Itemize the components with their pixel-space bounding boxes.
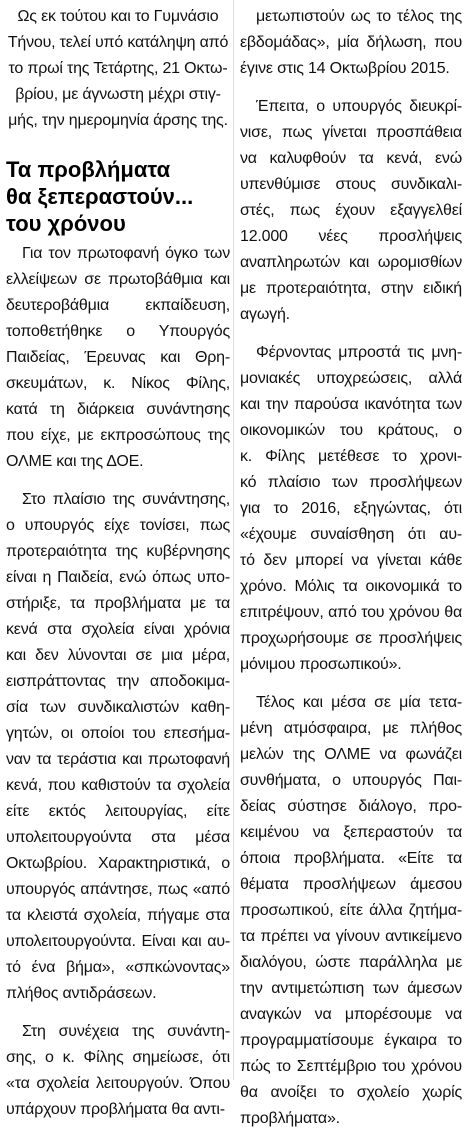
text-line: «έχουμε συναίσθηση ότι αυ- (240, 526, 462, 543)
text-line: Ως εκ τούτου και το Γυμνάσιο (17, 8, 219, 25)
text-line: Έπειτα, ο υπουργός διευκρί- (256, 98, 462, 115)
text-line: είτε εκτός λειτουργίας, είτε (6, 803, 230, 820)
text-line: ναν τα τεράστια και πρωτοφανή (6, 751, 230, 768)
text-line: τοποθετήθηκε ο Υπουργός (6, 323, 230, 340)
heading-line: θα ξεπεραστούν... (6, 184, 194, 209)
text-line: σης, ο κ. Φίλης σημείωσε, ότι (6, 1049, 230, 1066)
text-line: δευτεροβάθμια εκπαίδευση, (6, 297, 230, 314)
text-line: το πρωί της Τετάρτης, 21 Οκτω- (8, 60, 228, 77)
text-line: Στη συνέχεια της συνάντη- (22, 1023, 230, 1040)
text-line: γητών, οι οποίοι του επεσήμα- (6, 725, 230, 742)
text-line: αγωγή. (240, 306, 290, 323)
text-line: ο υπουργός είχε τονίσει, πως (6, 517, 230, 534)
text-line: νισε, πως γίνεται προσπάθεια (240, 124, 462, 141)
text-line: να καλυφθούν τα κενά, ενώ (240, 150, 462, 167)
left-column (6, 4, 230, 1123)
text-line: Τήνου, τελεί υπό κατάληψη από (7, 34, 229, 51)
text-line: μής, την ημερομηνία άρσης της. (8, 112, 228, 129)
text-line: αναπληρωτών και ωρομισθίων (240, 254, 462, 271)
text-line: Φέρνοντας μπροστά τις μνη- (256, 344, 462, 361)
text-line: προβλήματα». (240, 1110, 340, 1127)
body-paragraph (240, 340, 462, 678)
text-line: και την παρούσα ικανότητα των (240, 396, 462, 413)
text-line: για το 2016, εξηγώντας, ότι (240, 500, 462, 517)
text-line: τα πρέπει να γίνουν αντικείμενο (240, 928, 462, 945)
text-line: προτεραιότητα της κυβέρνησης (6, 543, 230, 560)
text-line: οικονομικών του κράτους, ο (240, 422, 462, 439)
text-line: ΟΛΜΕ και της ΔΟΕ. (6, 453, 144, 470)
right-column (240, 4, 462, 1132)
section-heading (6, 156, 230, 237)
text-line: τα κλειστά σχολεία, πήγαμε στα (6, 907, 230, 924)
text-line: πλήθος αντιδράσεων. (6, 985, 157, 1002)
text-line: διαλόγου, ώστε παράλληλα με (240, 954, 462, 971)
text-line: κενά στα σχολεία είναι χρόνια (6, 621, 230, 638)
intro-paragraph (6, 4, 230, 134)
text-line: μόνιμου προσωπικού». (240, 656, 402, 673)
text-line: μελών της ΟΛΜΕ να φωνάζει (240, 746, 462, 763)
body-paragraph (6, 241, 230, 475)
text-line: αναγκών να μπορέσουμε να (240, 1006, 462, 1023)
text-line: υπουργός απάντησε, πως «από (6, 881, 230, 898)
column-divider (233, 0, 234, 1080)
body-paragraph (6, 1019, 230, 1123)
text-line: υπολειτουργούντα. Είναι και αυ- (6, 933, 230, 950)
text-line: κενά, που καθιστούν τα σχολεία (6, 777, 230, 794)
text-line: σία των συνδικαλιστών καθη- (6, 699, 230, 716)
text-line: Στο πλαίσιο της συνάντησης, (22, 491, 230, 508)
text-line: μονιακές υποχρεώσεις, αλλά (240, 370, 462, 387)
body-paragraph (240, 94, 462, 328)
text-line: συνθήματα, ο υπουργός Παι- (240, 772, 462, 789)
text-line: προχωρήσουμε σε προσλήψεις (240, 630, 462, 647)
text-line: μένη ατμόσφαιρα, με πλήθος (240, 720, 462, 737)
text-line: υπολειτουργούντα στα μέσα (6, 829, 230, 846)
text-line: στές, πως έχουν εξαγγελθεί (240, 202, 462, 219)
text-line: μετωπιστούν ως το τέλος της (256, 8, 462, 25)
heading-line: του χρόνου (6, 211, 126, 236)
text-line: εισπράττοντας την αποδοκιμα- (6, 673, 230, 690)
text-line: Για τον πρωτοφανή όγκο των (22, 245, 230, 262)
text-line: είναι η Παιδεία, ενώ όπως υπο- (6, 569, 230, 586)
text-line: έγινε στις 14 Οκτωβρίου 2015. (240, 60, 450, 77)
text-line: και δεν λύνονται σε μια μέρα, (6, 647, 230, 664)
text-line: προγραμματίσουμε έγκαιρα το (240, 1032, 462, 1049)
text-line: εβδομάδας», μία δήλωση, που (240, 34, 462, 51)
text-line: κ. Φίλης μετέθεσε το χρονι- (240, 448, 462, 465)
text-line: δείας σύστησε διάλογο, προ- (240, 798, 462, 815)
body-paragraph (240, 690, 462, 1132)
text-line: κατά τη διάρκεια συνάντησης (6, 401, 230, 418)
text-line: κό πλαίσιο των προσλήψεων (240, 474, 462, 491)
text-line: 12.000 νέες προσλήψεις (240, 228, 462, 245)
text-line: επιτρέψουν, από του χρόνου θα (240, 604, 462, 621)
text-line: υπάρχουν προβλήματα θα αντι- (6, 1101, 225, 1118)
text-line: βρίου, με άγνωστη μέχρι στιγ- (15, 86, 221, 103)
text-line: όποια προβλήματα. «Είτε τα (240, 850, 462, 867)
text-line: προσωπικού, είτε άλλα ζητήμα- (240, 902, 462, 919)
text-line: θα ανοίξει το σχολείο χωρίς (240, 1084, 462, 1101)
text-line: την αντιμετώπιση των άμεσων (240, 980, 462, 997)
text-line: υπενθύμισε στους συνδικαλι- (240, 176, 462, 193)
heading-line: Τα προβλήματα (6, 157, 171, 182)
body-paragraph (240, 4, 462, 82)
text-line: πώς το Σεπτέμβριο του χρόνου (240, 1058, 462, 1075)
text-line: σκευμάτων, κ. Νίκος Φίλης, (6, 375, 230, 392)
text-line: κειμένου να ξεπεραστούν τα (240, 824, 462, 841)
text-line: στήριξε, τα προβλήματα με τα (6, 595, 230, 612)
text-line: Οκτωβρίου. Χαρακτηριστικά, ο (6, 855, 230, 872)
text-line: ελλείψεων σε πρωτοβάθμια και (6, 271, 230, 288)
text-line: «τα σχολεία λειτουργούν. Όπου (6, 1075, 230, 1092)
text-line: τό δεν μπορεί να γίνεται κάθε (240, 552, 462, 569)
text-line: χρόνο. Μόλις τα οικονομικά το (240, 578, 462, 595)
text-line: Τέλος και μέσα σε μία τετα- (256, 694, 462, 711)
text-line: με προτεραιότητα, στην ειδική (240, 280, 462, 297)
text-line: τό ένα βήμα», «σπκώνοντας» (6, 959, 230, 976)
body-paragraph (6, 487, 230, 1007)
text-line: Παιδείας, Έρευνας και Θρη- (6, 349, 230, 366)
text-line: που είχε, με εκπροσώπους της (6, 427, 230, 444)
text-line: θέματα προσλήψεων άμεσου (240, 876, 462, 893)
